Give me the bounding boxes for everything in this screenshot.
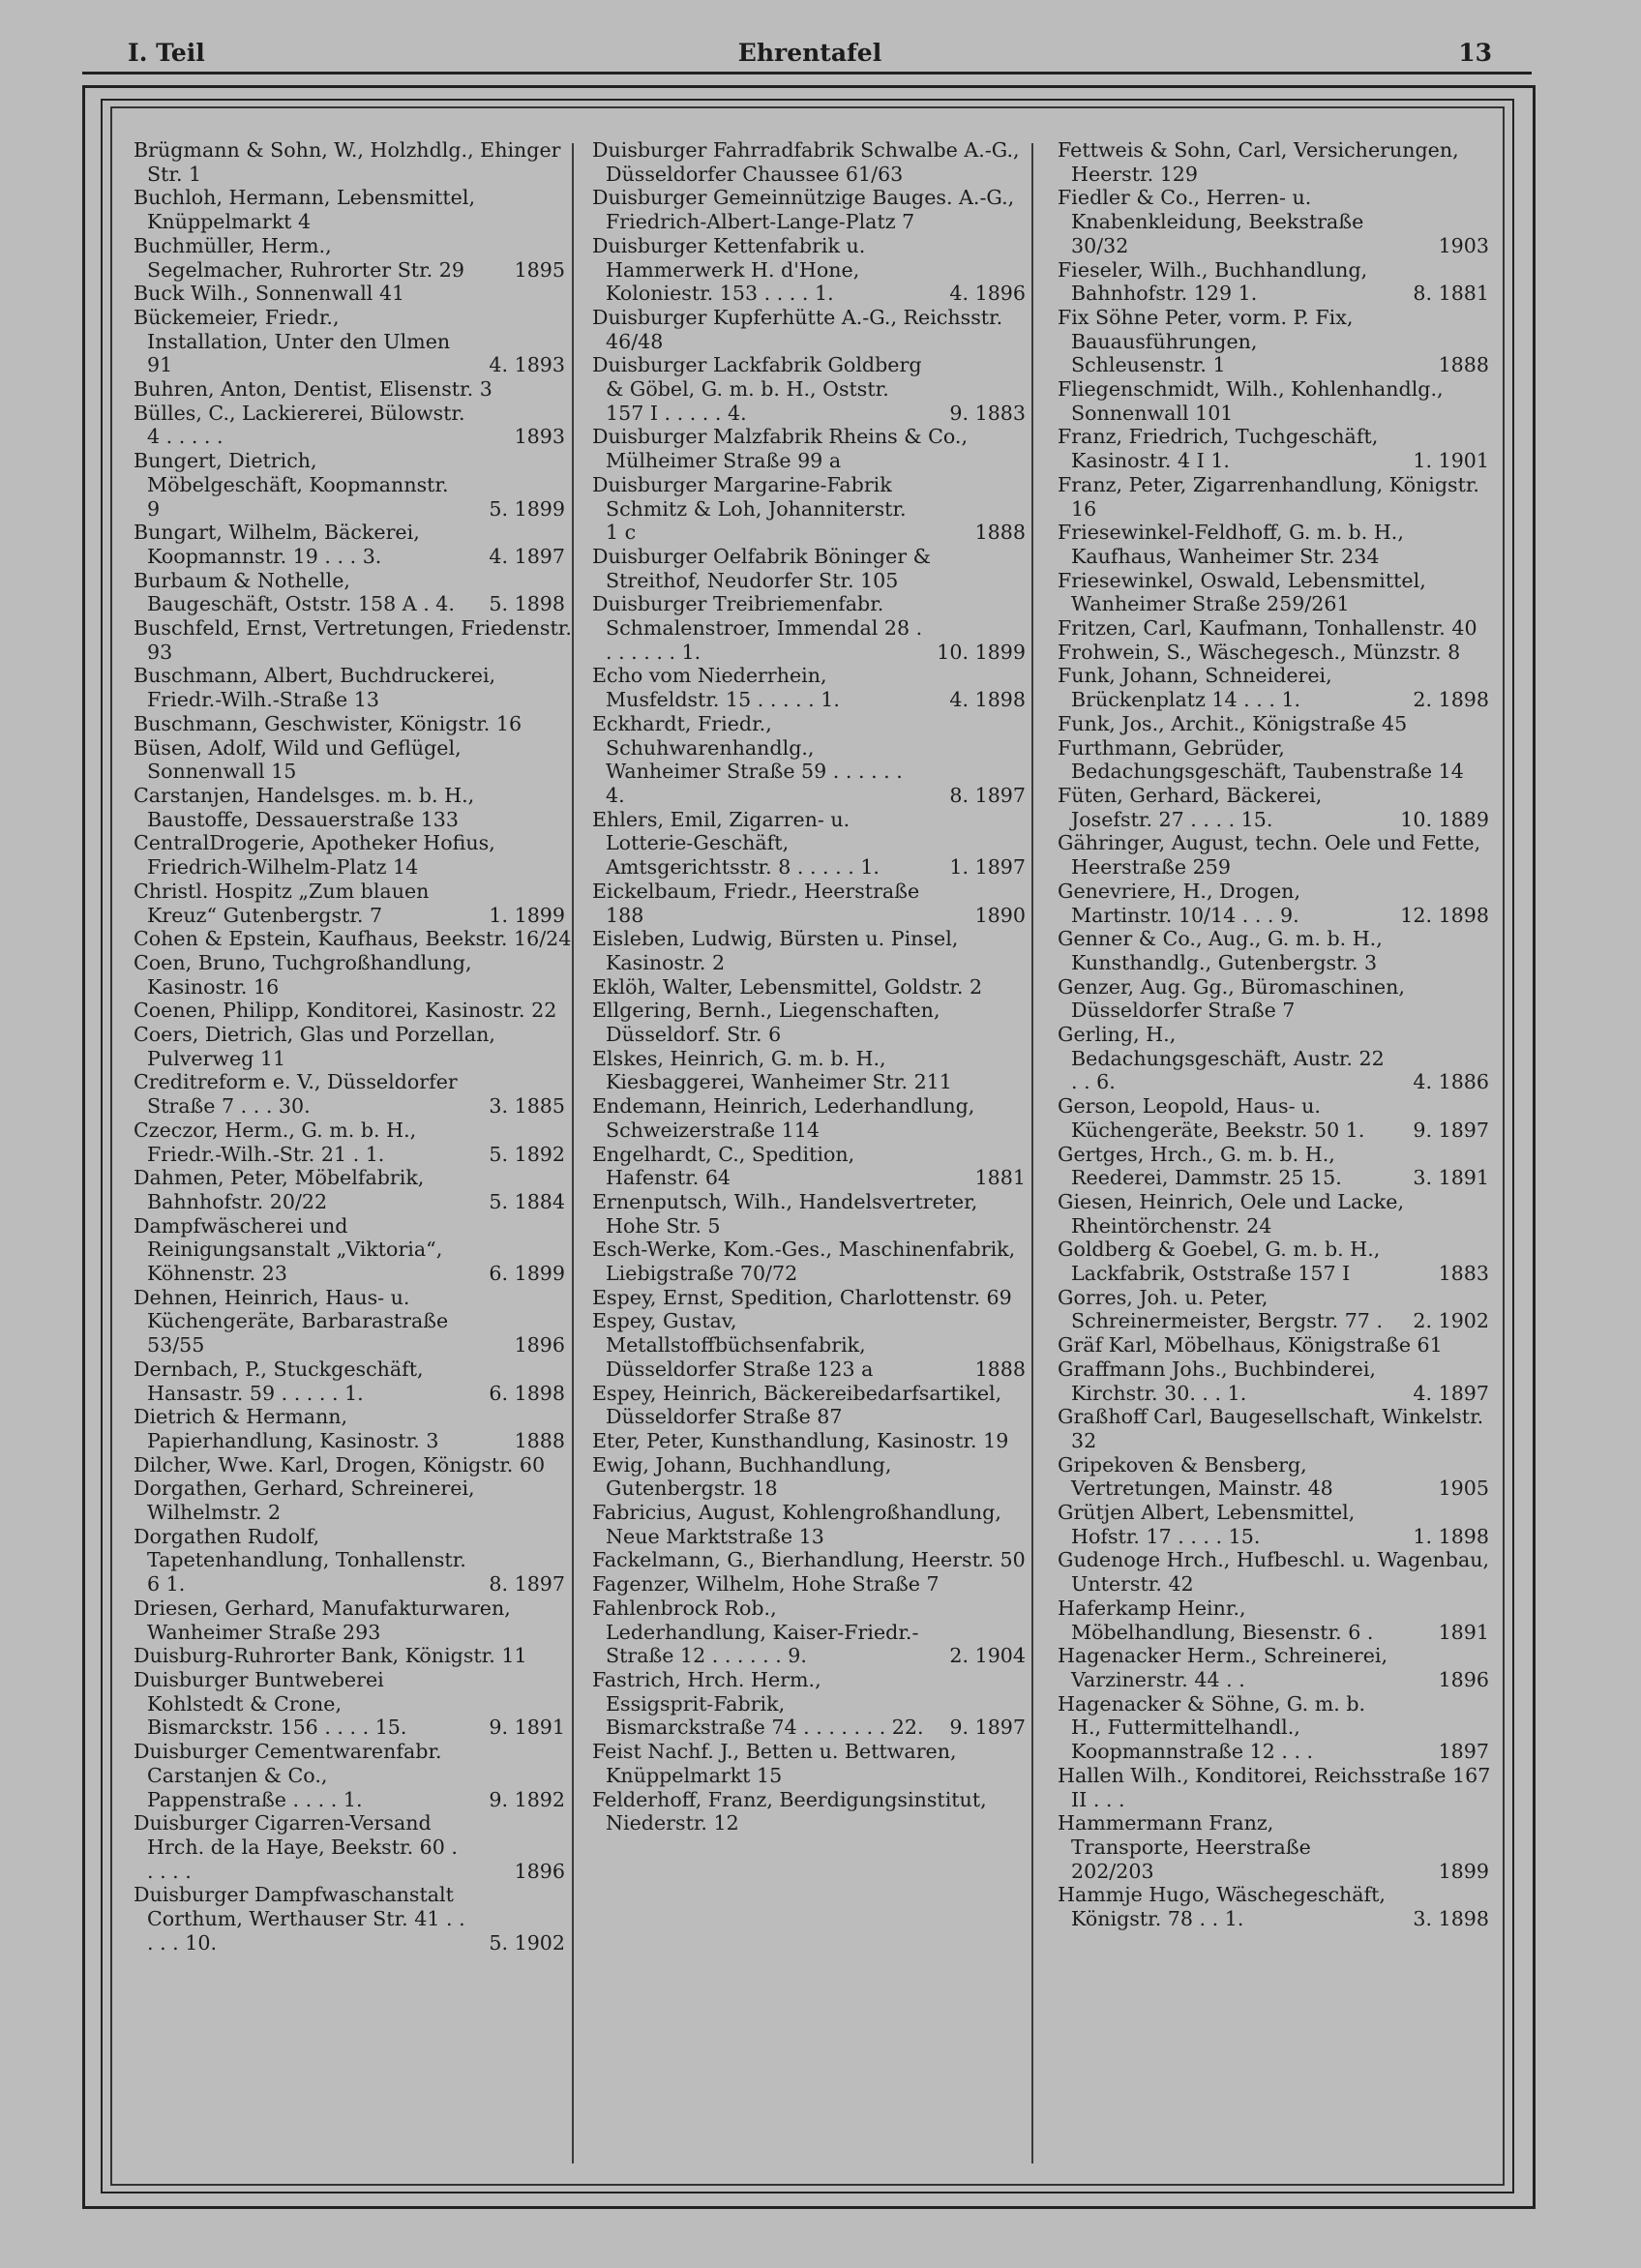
directory-entry [592,999,1031,1046]
entry-text: CentralDrogerie, Apotheker Hofius, Friedrich-Wilhelm-Platz 14 [134,831,502,880]
directory-entry [134,449,573,521]
directory-entry [1058,258,1497,306]
directory-entry [592,1047,1031,1094]
entry-date: 9. 1897 [1413,1118,1489,1142]
entry-text: Feist Nachf. J., Betten u. Bettwaren, Knüppelmarkt 15 [592,1740,964,1787]
page-title: Ehrentafel [737,39,882,67]
directory-entry [1058,1094,1497,1142]
directory-entry [1058,1644,1497,1691]
entry-text: Felderhoff, Franz, Beerdigungsinstitut, Niederstr. 12 [592,1787,994,1835]
entry-text: Furthmann, Gebrüder, Bedachungsgeschäft, Taubenstraße 14 [1058,735,1464,784]
directory-entry [134,927,573,951]
directory-entry [592,1382,1031,1429]
directory-entry [1058,1238,1497,1285]
entry-date: 3. 1885 [489,1094,565,1119]
entry-text: Funk, Johann, Schneiderei, Brückenplatz 14 . . . 1. [1058,664,1339,712]
directory-entry [134,138,573,186]
entry-text: Fettweis & Sohn, Carl, Versicherungen, Heerstr. 129 [1058,138,1466,186]
entry-date: 4. 1886 [1413,1070,1489,1094]
entry-text: Duisburger Dampfwaschanstalt Corthum, Werthauser Str. 41 . . . . . 10. [134,1883,472,1955]
entry-text: Cohen & Epstein, Kaufhaus, Beekstr. 16/24 [134,927,572,951]
entry-date: 8. 1897 [489,1572,565,1597]
directory-entry [1058,1190,1497,1238]
entry-text: Czeczor, Herm., G. m. b. H., Friedr.-Wilh.-Str. 21 . 1. [134,1118,423,1166]
directory-entry [1058,1811,1497,1883]
directory-entry [1058,1405,1497,1452]
directory-entry [592,1143,1031,1190]
directory-entry [134,880,573,927]
entry-date: 1896 [1438,1668,1489,1691]
entry-text: Eklöh, Walter, Lebensmittel, Goldstr. 2 [592,974,983,999]
column-divider [1031,143,1033,2164]
entry-text: Duisburger Oelfabrik Böninger & Streithof, Neudorfer Str. 105 [592,544,938,592]
entry-text: Creditreform e. V., Düsseldorfer Straße 7 . . . 30. [134,1070,464,1119]
entry-text: Duisburger Kettenfabrik u. Hammerwerk H. d'Hone, Koloniestr. 153 . . . . 1. [592,233,872,306]
directory-entry [134,1525,573,1597]
entry-text: Buschmann, Albert, Buchdruckerei, Friedr.-Wilh.-Straße 13 [134,664,502,712]
directory-entry [592,1238,1031,1285]
entry-text: Christl. Hospitz „Zum blauen Kreuz“ Gutenbergstr. 7 [134,879,435,927]
entry-text: Duisburger Lackfabrik Goldberg & Göbel, G. m. b. H., Oststr. 157 I . . . . . 4. [592,353,929,425]
entry-date: 1. 1898 [1413,1524,1489,1548]
entry-date: 9. 1891 [489,1716,565,1740]
entry-date: 5. 1892 [489,1142,565,1166]
entry-text: Gerson, Leopold, Haus- u. Küchengeräte, Beekstr. 50 1. [1058,1094,1365,1142]
directory-entry [592,712,1031,808]
entry-text: Frohwein, S., Wäschegesch., Münzstr. 8 [1058,640,1461,664]
entry-text: Fiedler & Co., Herren- u. Knabenkleidung, Beekstraße 30/32 [1058,186,1370,257]
directory-entry [592,1094,1031,1142]
entry-text: Duisburger Cementwarenfabr. Carstanjen & Co., Pappenstraße . . . . 1. [134,1740,449,1811]
entry-text: Carstanjen, Handelsges. m. b. H., Baustoffe, Dessauerstraße 133 [134,783,481,831]
directory-entry [134,306,573,377]
entry-date: 1893 [514,425,565,449]
directory-entry [1058,927,1497,974]
entry-date: 9. 1897 [949,1716,1026,1740]
directory-entry [134,712,573,736]
directory-entry [592,234,1031,306]
directory-entry [134,1358,573,1405]
entry-date: 1888 [974,521,1026,545]
entry-text: Buschfeld, Ernst, Vertretungen, Friedenstr. 93 [134,616,579,664]
entry-text: Bülles, C., Lackiererei, Bülowstr. 4 . . . . . [134,401,472,449]
directory-entry [1058,664,1497,711]
entry-date: 6. 1899 [489,1262,565,1286]
entry-text: Hallen Wilh., Konditorei, Reichsstraße 167 II . . . [1058,1763,1497,1811]
directory-entry [134,951,573,999]
entry-text: Espey, Gustav, Metallstoffbüchsenfabrik, Düsseldorfer Straße 123 a [592,1309,874,1381]
directory-entry [1058,1548,1497,1596]
entry-date: 1897 [1438,1740,1489,1764]
directory-entry [1058,641,1497,665]
entry-date: 9. 1883 [949,401,1026,425]
entry-text: Graßhoff Carl, Baugesellschaft, Winkelstr. 32 [1058,1405,1490,1452]
directory-entry [134,1214,573,1286]
entry-text: Gertges, Hrch., G. m. b. H., Reederei, Dammstr. 25 15. [1058,1142,1342,1190]
directory-entry [134,616,579,664]
entry-text: Coers, Dietrich, Glas und Porzellan, Pulverweg 11 [134,1023,502,1070]
entry-text: Franz, Friedrich, Tuchgeschäft, Kasinostr. 4 I 1. [1058,425,1385,473]
entry-date: 5. 1884 [489,1189,565,1213]
entry-text: Buchloh, Hermann, Lebensmittel, Knüppelmarkt 4 [134,186,482,234]
directory-entry [134,1668,573,1740]
directory-entry [592,1740,1031,1787]
directory-entry [1058,1453,1497,1501]
column-3 [1058,138,1497,1931]
entry-date: 1890 [974,903,1026,927]
entry-text: Espey, Heinrich, Bäckereibedarfsartikel, Düsseldorfer Straße 87 [592,1381,1008,1429]
entry-text: Esch-Werke, Kom.-Ges., Maschinenfabrik, Liebigstraße 70/72 [592,1238,1022,1286]
entry-text: Gähringer, August, techn. Oele und Fette, Heerstraße 259 [1058,831,1487,880]
directory-entry [592,1668,1031,1740]
directory-entry [592,1429,1031,1453]
directory-entry [592,473,1031,545]
entry-text: Duisburger Kupferhütte A.-G., Reichsstr. 46/48 [592,305,1009,353]
entry-text: Ewig, Johann, Buchhandlung, Gutenbergstr. 18 [592,1452,898,1501]
directory-entry [134,186,573,233]
entry-date: 1. 1899 [489,903,565,927]
entry-text: Genzer, Aug. Gg., Büromaschinen, Düsseldorfer Straße 7 [1058,974,1412,1023]
directory-entry [592,1501,1031,1548]
entry-text: Engelhardt, C., Spedition, Hafenstr. 64 [592,1142,861,1190]
entry-text: Goldberg & Goebel, G. m. b. H., Lackfabrik, Oststraße 157 I [1058,1238,1387,1286]
entry-text: Hammje Hugo, Wäschegeschäft, Königstr. 78 . . 1. [1058,1883,1392,1931]
header-rule [82,72,1532,75]
entry-text: Gudenoge Hrch., Hufbeschl. u. Wagenbau, Unterstr. 42 [1058,1548,1496,1597]
directory-entry [134,736,573,784]
entry-text: Espey, Ernst, Spedition, Charlottenstr. 69 [592,1285,1012,1309]
entry-text: Buchmüller, Herm., Segelmacher, Ruhrorter Str. 29 [134,233,464,282]
entry-date: 12. 1898 [1400,903,1489,927]
directory-entry [592,138,1031,186]
entry-text: Duisburger Cigarren-Versand Hrch. de la Haye, Beekstr. 60 . . . . . [134,1811,464,1883]
entry-text: Genevriere, H., Drogen, Martinstr. 10/14 . . . 9. [1058,879,1307,927]
entry-date: 3. 1898 [1413,1907,1489,1931]
entry-text: Bungart, Wilhelm, Bäckerei, Koopmannstr. 19 . . . 3. [134,521,427,568]
directory-entry [1058,306,1497,377]
entry-date: 10. 1889 [1400,807,1489,831]
directory-entry [1058,377,1497,425]
entry-text: Genner & Co., Aug., G. m. b. H., Kunsthandlg., Gutenbergstr. 3 [1058,927,1389,974]
directory-entry [592,1548,1031,1572]
entry-date: 1891 [1438,1620,1489,1644]
part-label: I. Teil [128,39,205,67]
entry-date: 1888 [514,1428,565,1452]
directory-entry [134,377,573,402]
directory-entry [592,1190,1031,1238]
entry-text: Friesewinkel-Feldhoff, G. m. b. H., Kaufhaus, Wanheimer Str. 234 [1058,521,1411,568]
entry-date: 4. 1898 [949,688,1026,712]
entry-date: 4. 1896 [949,282,1026,306]
directory-entry [1058,712,1497,736]
directory-entry [1058,1358,1497,1405]
directory-entry [1058,569,1497,616]
directory-entry [134,569,573,616]
entry-text: Dernbach, P., Stuckgeschäft, Hansastr. 59 . . . . . 1. [134,1357,431,1405]
entry-date: 1899 [1438,1859,1489,1883]
entry-date: 1896 [514,1333,565,1358]
entry-date: 2. 1898 [1413,688,1489,712]
entry-date: 4. 1897 [489,544,565,568]
entry-text: Eickelbaum, Friedr., Heerstraße 188 [592,879,926,927]
entry-text: Hagenacker & Söhne, G. m. b. H., Futtermittelhandl., Koopmannstraße 12 . . . [1058,1691,1372,1764]
entry-text: Gräf Karl, Möbelhaus, Königstraße 61 [1058,1333,1443,1358]
entry-date: 5. 1898 [489,592,565,616]
entry-date: 1. 1897 [949,855,1026,880]
entry-date: 1903 [1438,233,1489,257]
entry-text: Ellgering, Bernh., Liegenschaften, Düsseldorf. Str. 6 [592,999,947,1047]
entry-text: Bückemeier, Friedr., Installation, Unter den Ulmen 91 [134,305,457,377]
page-number: 13 [1458,39,1492,67]
directory-entry [1058,1023,1497,1094]
entry-text: Friesewinkel, Oswald, Lebensmittel, Wanheimer Straße 259/261 [1058,568,1433,616]
entry-date: 1883 [1438,1262,1489,1286]
entry-date: 2. 1902 [1413,1309,1489,1333]
directory-entry [134,784,573,831]
directory-entry [134,1740,573,1811]
entry-date: 2. 1904 [949,1644,1026,1668]
page-header [128,39,1492,75]
directory-entry [592,306,1031,353]
entry-text: Fliegenschmidt, Wilh., Kohlenhandlg., Sonnenwall 101 [1058,377,1450,425]
entry-text: Eckhardt, Friedr., Schuhwarenhandlg., Wanheimer Straße 59 . . . . . . 4. [592,711,910,807]
directory-entry [134,1477,573,1524]
entry-text: Coenen, Philipp, Konditorei, Kasinostr. 22 [134,999,557,1023]
directory-entry [592,1597,1031,1668]
directory-entry [592,975,1031,1000]
entry-text: Eisleben, Ludwig, Bürsten u. Pinsel, Kasinostr. 2 [592,927,965,974]
directory-entry [134,1119,573,1166]
directory-entry [134,1597,573,1644]
directory-entry [1058,473,1497,521]
directory-entry [134,1286,573,1358]
entry-text: Buschmann, Geschwister, Königstr. 16 [134,711,522,735]
directory-entry [592,592,1031,664]
directory-entry [1058,521,1497,568]
entry-text: Duisburger Gemeinnützige Bauges. A.-G., Friedrich-Albert-Lange-Platz 7 [592,186,1021,234]
entry-date: 1905 [1438,1477,1489,1501]
entry-text: Dorgathen Rudolf, Tapetenhandlung, Tonhallenstr. 6 1. [134,1524,473,1597]
directory-entry [134,521,573,568]
entry-text: Elskes, Heinrich, G. m. b. H., Kiesbaggerei, Wanheimer Str. 211 [592,1046,952,1094]
entry-text: Endemann, Heinrich, Lederhandlung, Schweizerstraße 114 [592,1094,981,1142]
entry-text: Dampfwäscherei und Reinigungsanstalt „Viktoria“, Köhnenstr. 23 [134,1213,449,1286]
directory-entry [134,1070,573,1118]
entry-text: Fagenzer, Wilhelm, Hohe Straße 7 [592,1572,940,1597]
directory-entry [134,1811,573,1883]
directory-entry [134,1405,573,1452]
entry-date: 3. 1891 [1413,1166,1489,1190]
directory-entry [1058,1597,1497,1644]
directory-entry [134,1644,573,1668]
entry-text: Fix Söhne Peter, vorm. P. Fix, Bauausführungen, Schleusenstr. 1 [1058,305,1359,377]
entry-text: Ehlers, Emil, Zigarren- u. Lotterie-Geschäft, Amtsgerichtsstr. 8 . . . . . 1. [592,807,880,880]
entry-text: Ernenputsch, Wilh., Handelsvertreter, Hohe Str. 5 [592,1189,984,1238]
entry-text: Eter, Peter, Kunsthandlung, Kasinostr. 19 [592,1428,1009,1452]
directory-entry [1058,1764,1497,1811]
entry-date: 1888 [1438,353,1489,377]
directory-entry [1058,616,1497,641]
column-2 [592,138,1031,1835]
directory-entry [1058,186,1497,257]
entry-date: 4. 1897 [1413,1381,1489,1405]
entry-date: 1895 [514,257,565,282]
entry-text: Bungert, Dietrich, Möbelgeschäft, Koopmannstr. 9 [134,449,456,521]
directory-entry [1058,736,1497,784]
entry-text: Franz, Peter, Zigarrenhandlung, Königstr. 16 [1058,472,1486,521]
entry-date: 4. 1893 [489,353,565,377]
entry-text: Echo vom Niederrhein, Musfeldstr. 15 . . . . . 1. [592,664,840,712]
entry-date: 1888 [974,1357,1026,1381]
directory-entry [1058,831,1497,879]
entry-date: 5. 1902 [489,1930,565,1955]
entry-text: Giesen, Heinrich, Oele und Lacke, Rheintörchenstr. 24 [1058,1189,1411,1238]
entry-date: 8. 1881 [1413,282,1489,306]
directory-entry [134,1453,573,1477]
directory-entry [1058,1692,1497,1764]
entry-date: 1896 [514,1859,565,1883]
directory-entry [134,831,573,879]
entry-text: Fabricius, August, Kohlengroßhandlung, Neue Marktstraße 13 [592,1501,1008,1548]
entry-text: Grütjen Albert, Lebensmittel, Hofstr. 17 . . . . 15. [1058,1501,1361,1548]
directory-entry [134,282,573,306]
entry-text: Graffmann Johs., Buchbinderei, Kirchstr. 30. . . 1. [1058,1357,1383,1405]
entry-text: Burbaum & Nothelle, Baugeschäft, Oststr. 158 A . 4. [134,568,455,616]
entry-date: 1881 [974,1166,1026,1190]
directory-entry [592,1572,1031,1597]
directory-entry [134,402,573,449]
directory-entry [592,880,1031,927]
entry-text: Buck Wilh., Sonnenwall 41 [134,282,405,306]
directory-entry [592,808,1031,880]
entry-text: Duisburger Buntweberei Kohlstedt & Crone, Bismarckstr. 156 . . . . 15. [134,1668,407,1740]
entry-text: Büsen, Adolf, Wild und Geflügel, Sonnenwall 15 [134,735,468,784]
entry-text: Füten, Gerhard, Bäckerei, Josefstr. 27 . . . . 15. [1058,783,1328,831]
entry-text: Dietrich & Hermann, Papierhandlung, Kasinostr. 3 [134,1405,439,1452]
entry-date: 9. 1892 [489,1787,565,1811]
entry-text: Dilcher, Wwe. Karl, Drogen, Königstr. 60 [134,1452,546,1477]
directory-entry [1058,1883,1497,1930]
directory-entry [592,1309,1031,1381]
directory-entry [592,545,1031,592]
directory-entry [1058,1143,1497,1190]
entry-text: Gripekoven & Bensberg, Vertretungen, Mainstr. 48 [1058,1452,1333,1501]
entry-text: Brügmann & Sohn, W., Holzhdlg., Ehinger Str. 1 [134,138,568,186]
directory-entry [1058,1286,1497,1333]
entry-text: Duisburg-Ruhrorter Bank, Königstr. 11 [134,1644,527,1668]
directory-entry [134,234,573,282]
directory-entry [134,999,573,1023]
entry-text: Dehnen, Heinrich, Haus- u. Küchengeräte, Barbarastraße 53/55 [134,1285,455,1358]
directory-entry [1058,1333,1497,1358]
entry-text: Fastrich, Hrch. Herm., Essigsprit-Fabrik, Bismarckstraße 74 . . . . . . . 22. [592,1668,924,1740]
entry-text: Duisburger Fahrradfabrik Schwalbe A.-G., Düsseldorfer Chaussee 61/63 [592,138,1027,186]
entry-text: Fackelmann, G., Bierhandlung, Heerstr. 50 [592,1548,1026,1572]
column-1 [134,138,579,1955]
entry-date: 10. 1899 [937,640,1026,664]
directory-entry [592,1788,1031,1835]
entry-date: 8. 1897 [949,783,1026,807]
entry-date: 6. 1898 [489,1381,565,1405]
entry-date: 1. 1901 [1413,449,1489,473]
directory-entry [1058,880,1497,927]
entry-text: Duisburger Malzfabrik Rheins & Co., Mülheimer Straße 99 a [592,425,974,473]
entry-text: Gorres, Joh. u. Peter, Schreinermeister, Bergstr. 77 . [1058,1285,1383,1333]
entry-text: Fahlenbrock Rob., Lederhandlung, Kaiser-Friedr.-Straße 12 . . . . . . 9. [592,1596,919,1668]
entry-text: Duisburger Margarine-Fabrik Schmitz & Loh, Johanniterstr. 1 c [592,472,913,545]
directory-entry [592,353,1031,425]
entry-text: Fritzen, Carl, Kaufmann, Tonhallenstr. 40 [1058,616,1477,641]
entry-text: Hagenacker Herm., Schreinerei, Varzinerstr. 44 . . [1058,1644,1394,1691]
directory-entry [1058,138,1497,186]
directory-entry [1058,425,1497,472]
entry-text: Funk, Jos., Archit., Königstraße 45 [1058,711,1408,735]
directory-entry [1058,975,1497,1023]
directory-entry [592,664,1031,711]
directory-entry [134,1023,573,1070]
directory-entry [1058,1501,1497,1548]
directory-entry [592,1453,1031,1501]
entry-text: Buhren, Anton, Dentist, Elisenstr. 3 [134,377,492,402]
directory-entry [592,927,1031,974]
directory-entry [134,1883,573,1955]
directory-entry [1058,784,1497,831]
entry-text: Duisburger Treibriemenfabr. Schmalenstroer, Immendal 28 . . . . . . . 1. [592,592,929,664]
entry-text: Gerling, H., Bedachungsgeschäft, Austr. 22 . . 6. [1058,1023,1391,1094]
directory-entry [592,425,1031,472]
entry-text: Dahmen, Peter, Möbelfabrik, Bahnhofstr. 20/22 [134,1166,431,1213]
entry-text: Fieseler, Wilh., Buchhandlung, Bahnhofstr. 129 1. [1058,257,1374,306]
directory-entry [592,186,1031,233]
entry-text: Driesen, Gerhard, Manufakturwaren, Wanheimer Straße 293 [134,1596,518,1644]
entry-text: Dorgathen, Gerhard, Schreinerei, Wilhelmstr. 2 [134,1477,482,1525]
directory-entry [134,1166,573,1213]
entry-text: Hammermann Franz, Transporte, Heerstraße 202/203 [1058,1811,1318,1883]
entry-date: 5. 1899 [489,496,565,521]
directory-entry [592,1286,1031,1310]
entry-text: Coen, Bruno, Tuchgroßhandlung, Kasinostr. 16 [134,950,479,999]
entry-text: Haferkamp Heinr., Möbelhandlung, Biesenstr. 6 . [1058,1596,1374,1644]
directory-entry [134,664,573,711]
